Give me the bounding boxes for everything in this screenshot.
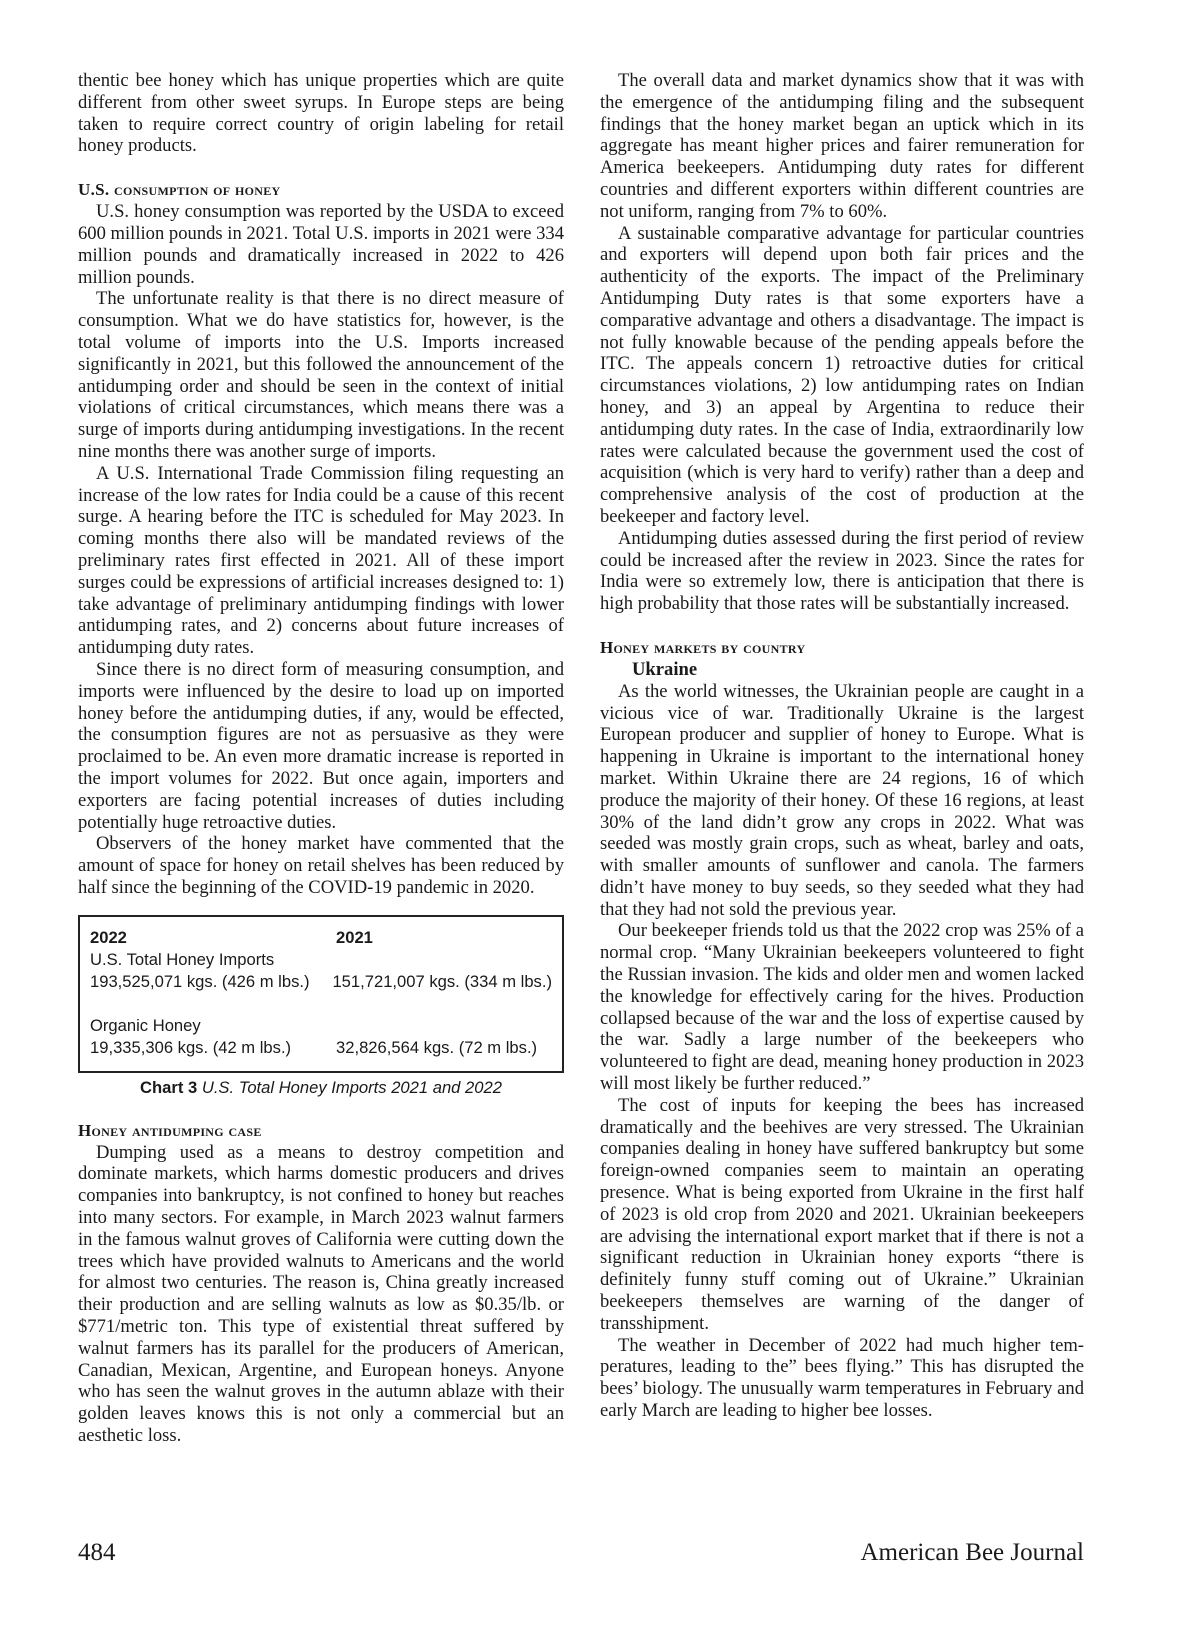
caption-label: Chart 3 [140, 1077, 198, 1097]
chart-caption [78, 1078, 564, 1098]
body-paragraph: The cost of inputs for keeping the bees has increased dramatically and the beehives are very stressed. The Ukrainian companies dealing in honey have suffered bankruptcy but some foreign-owned companies seem to maintain an operating presence. What is being exported from Ukraine in the first half of 2023 is old crop from 2020 and 2021. Ukrainian beekeepers are advising the international export market that if there is not a significant reduction in Ukrainian honey exports “there is definitely funny stuff coming out of Ukraine.” Ukrainian beekeepers themselves are warning of the danger of transshipment. [600, 1094, 1084, 1334]
section-heading-markets: Honey markets by country [600, 637, 806, 657]
body-paragraph: The weather in December of 2022 had much higher temperatures, leading to the” bees flying.” This has disrupted the bees’ biology. The unusually warm temperatures in February and early March are leading to higher bee losses. [600, 1334, 1084, 1422]
table-cell: 19,335,306 kgs. (42 m lbs.) [90, 1037, 292, 1057]
table-label-organic-honey: Organic Honey [90, 1015, 201, 1035]
body-paragraph: Since there is no direct form of measuring consumption, and imports were influenced by the desire to load up on imported honey before the antidumping duties, if any, would be effected, the consumption figures are not as persuasive as they were proclaimed to be. An even more dramatic increase is reported in the import volumes for 2022. But once again, importers and exporters are facing potential increases of duties including potentially huge retroactive duties. [78, 658, 564, 833]
table-header-row [90, 927, 552, 949]
intro-paragraph: thentic bee honey which has unique properties which are quite different from other sweet syrups. In Europe steps are being taken to require correct country of origin labeling for retail honey products. [78, 70, 564, 157]
right-column [600, 70, 1084, 1422]
section-heading-antidumping: Honey antidumping case [78, 1120, 262, 1140]
body-paragraph: The overall data and market dynamics show that it was with the emergence of the antidumping filing and the subsequent findings that the honey market began an uptick which in its aggregate has meant higher prices and fairer remuneration for America beekeepers. Antidumping duty rates for different countries and different exporters within different countries are not uniform, ranging from 7% to 60%. [600, 70, 1084, 222]
subheading-ukraine: Ukraine [632, 658, 698, 680]
journal-name: American Bee Journal [860, 1539, 1084, 1566]
body-paragraph: Antidumping duties assessed during the first period of review could be increased after the review in 2023. Since the rates for India were so extremely low, there is anticipation that there is high probability that those rates will be substantially increased. [600, 527, 1084, 615]
table-row-label [90, 1015, 552, 1037]
body-paragraph: Observers of the honey market have commented that the amount of space for honey on retail shelves has been reduced by half since the beginning of the COVID-19 pandemic in 2020. [78, 833, 564, 898]
table-row-label [90, 949, 552, 971]
table-cell: 151,721,007 kgs. (334 m lbs.) [332, 971, 552, 991]
table-header-2021: 2021 [336, 927, 373, 947]
table-row [90, 1037, 552, 1059]
body-paragraph: As the world witnesses, the Ukrainian people are caught in a vicious vice of war. Traditionally Ukraine is the largest European producer and supplier of honey to Europe. What is happening in Ukraine is important to the international honey market. Within Ukraine there are 24 regions, 16 of which produce the majority of their honey. Of these 16 regions, at least 30% of the land didn’t grow any crops in 2022. What was seeded was mostly grain crops, such as wheat, barley and oats, with smaller amounts of sunflower and canola. The farmers didn’t have money to buy seeds, so they seeded what they had that they had not sold the previous year. [600, 680, 1084, 920]
section-heading-consumption: U.S. consumption of honey [78, 180, 281, 200]
table-cell: 32,826,564 kgs. (72 m lbs.) [336, 1037, 538, 1057]
body-paragraph: Our beekeeper friends told us that the 2022 crop was 25% of a normal crop. “Many Ukrainian beekeepers volunteered to fight the Russian invasion. The kids and older men and women lacked the knowledge for effectively caring for the hives. Production collapsed because of the war and the loss of expertise caused by the war. Sadly a large number of the beekeepers who volunteered to fight are dead, meaning honey production in 2023 will most likely be further reduced.” [600, 920, 1084, 1095]
page-number: 484 [78, 1539, 116, 1566]
body-paragraph: A U.S. International Trade Commission filing requesting an increase of the low rates for India could be a cause of this recent surge. A hearing before the ITC is scheduled for May 2023. In coming months there also will be mandated reviews of the preliminary rates first effected in 2021. All of these import surges could be expressions of artificial increases designed to: 1) take advantage of preliminary antidumping findings with lower antidumping rates, and 2) concerns about future increases of antidumping duty rates. [78, 462, 564, 659]
table-row [90, 971, 552, 993]
body-paragraph: U.S. honey consumption was reported by the USDA to exceed 600 million pounds in 2021. Total U.S. imports in 2021 were 334 million pounds and dramatically increased in 2022 to 426 million pounds. [78, 201, 564, 288]
caption-title: U.S. Total Honey Imports 2021 and 2022 [197, 1077, 502, 1097]
left-column [78, 70, 564, 1447]
imports-table [78, 915, 564, 1073]
body-paragraph: The unfortunate reality is that there is no direct measure of consumption. What we do have statistics for, however, is the total volume of imports into the U.S. Imports increased significantly in 2021, but this followed the announcement of the antidumping order and should be seen in the context of initial violations of critical circumstances, which means there was a surge of imports during antidumping investigations. In the recent nine months there was another surge of imports. [78, 288, 564, 462]
table-header-2022: 2022 [90, 927, 127, 947]
table-label-total-imports: U.S. Total Honey Imports [90, 949, 275, 969]
body-paragraph: A sustainable comparative advantage for particular countries and exporters will depend upon both fair prices and the authenticity of the exports. The impact of the Preliminary Antidumping Duty rates is that some exporters have a comparative advantage and others a disadvantage. The impact is not fully knowable because of the pending appeals before the ITC. The appeals concern 1) retroactive duties for critical circumstances violations, 2) low antidumping rates on Indian honey, and 3) an appeal by Argentina to reduce their antidumping duty rates. In the case of India, extraordinarily low rates were calculated because the government used the cost of acquisition (which is very hard to verify) rather than a deep and comprehensive analysis of the cost of production at the beekeeper and factory level. [600, 222, 1084, 527]
table-cell: 193,525,071 kgs. (426 m lbs.) [90, 971, 310, 991]
body-paragraph: Dumping used as a means to destroy competition and dominate markets, which harms domestic producers and drives companies into bankruptcy, is not confined to honey but reaches into many sectors. For example, in March 2023 walnut farmers in the famous walnut groves of California were cutting down the trees which have provided walnuts to Americans and the world for almost two centuries. The reason is, China greatly increased their production and are selling walnuts as low as $0.35/lb. or $771/metric ton. This type of existential threat suffered by walnut farmers has its parallel for the producers of American, Canadian, Mexican, Argentine, and European honeys. Anyone who has seen the walnut groves in the autumn ablaze with their golden leaves knows this is not only a commercial but an aesthetic loss. [78, 1141, 564, 1447]
